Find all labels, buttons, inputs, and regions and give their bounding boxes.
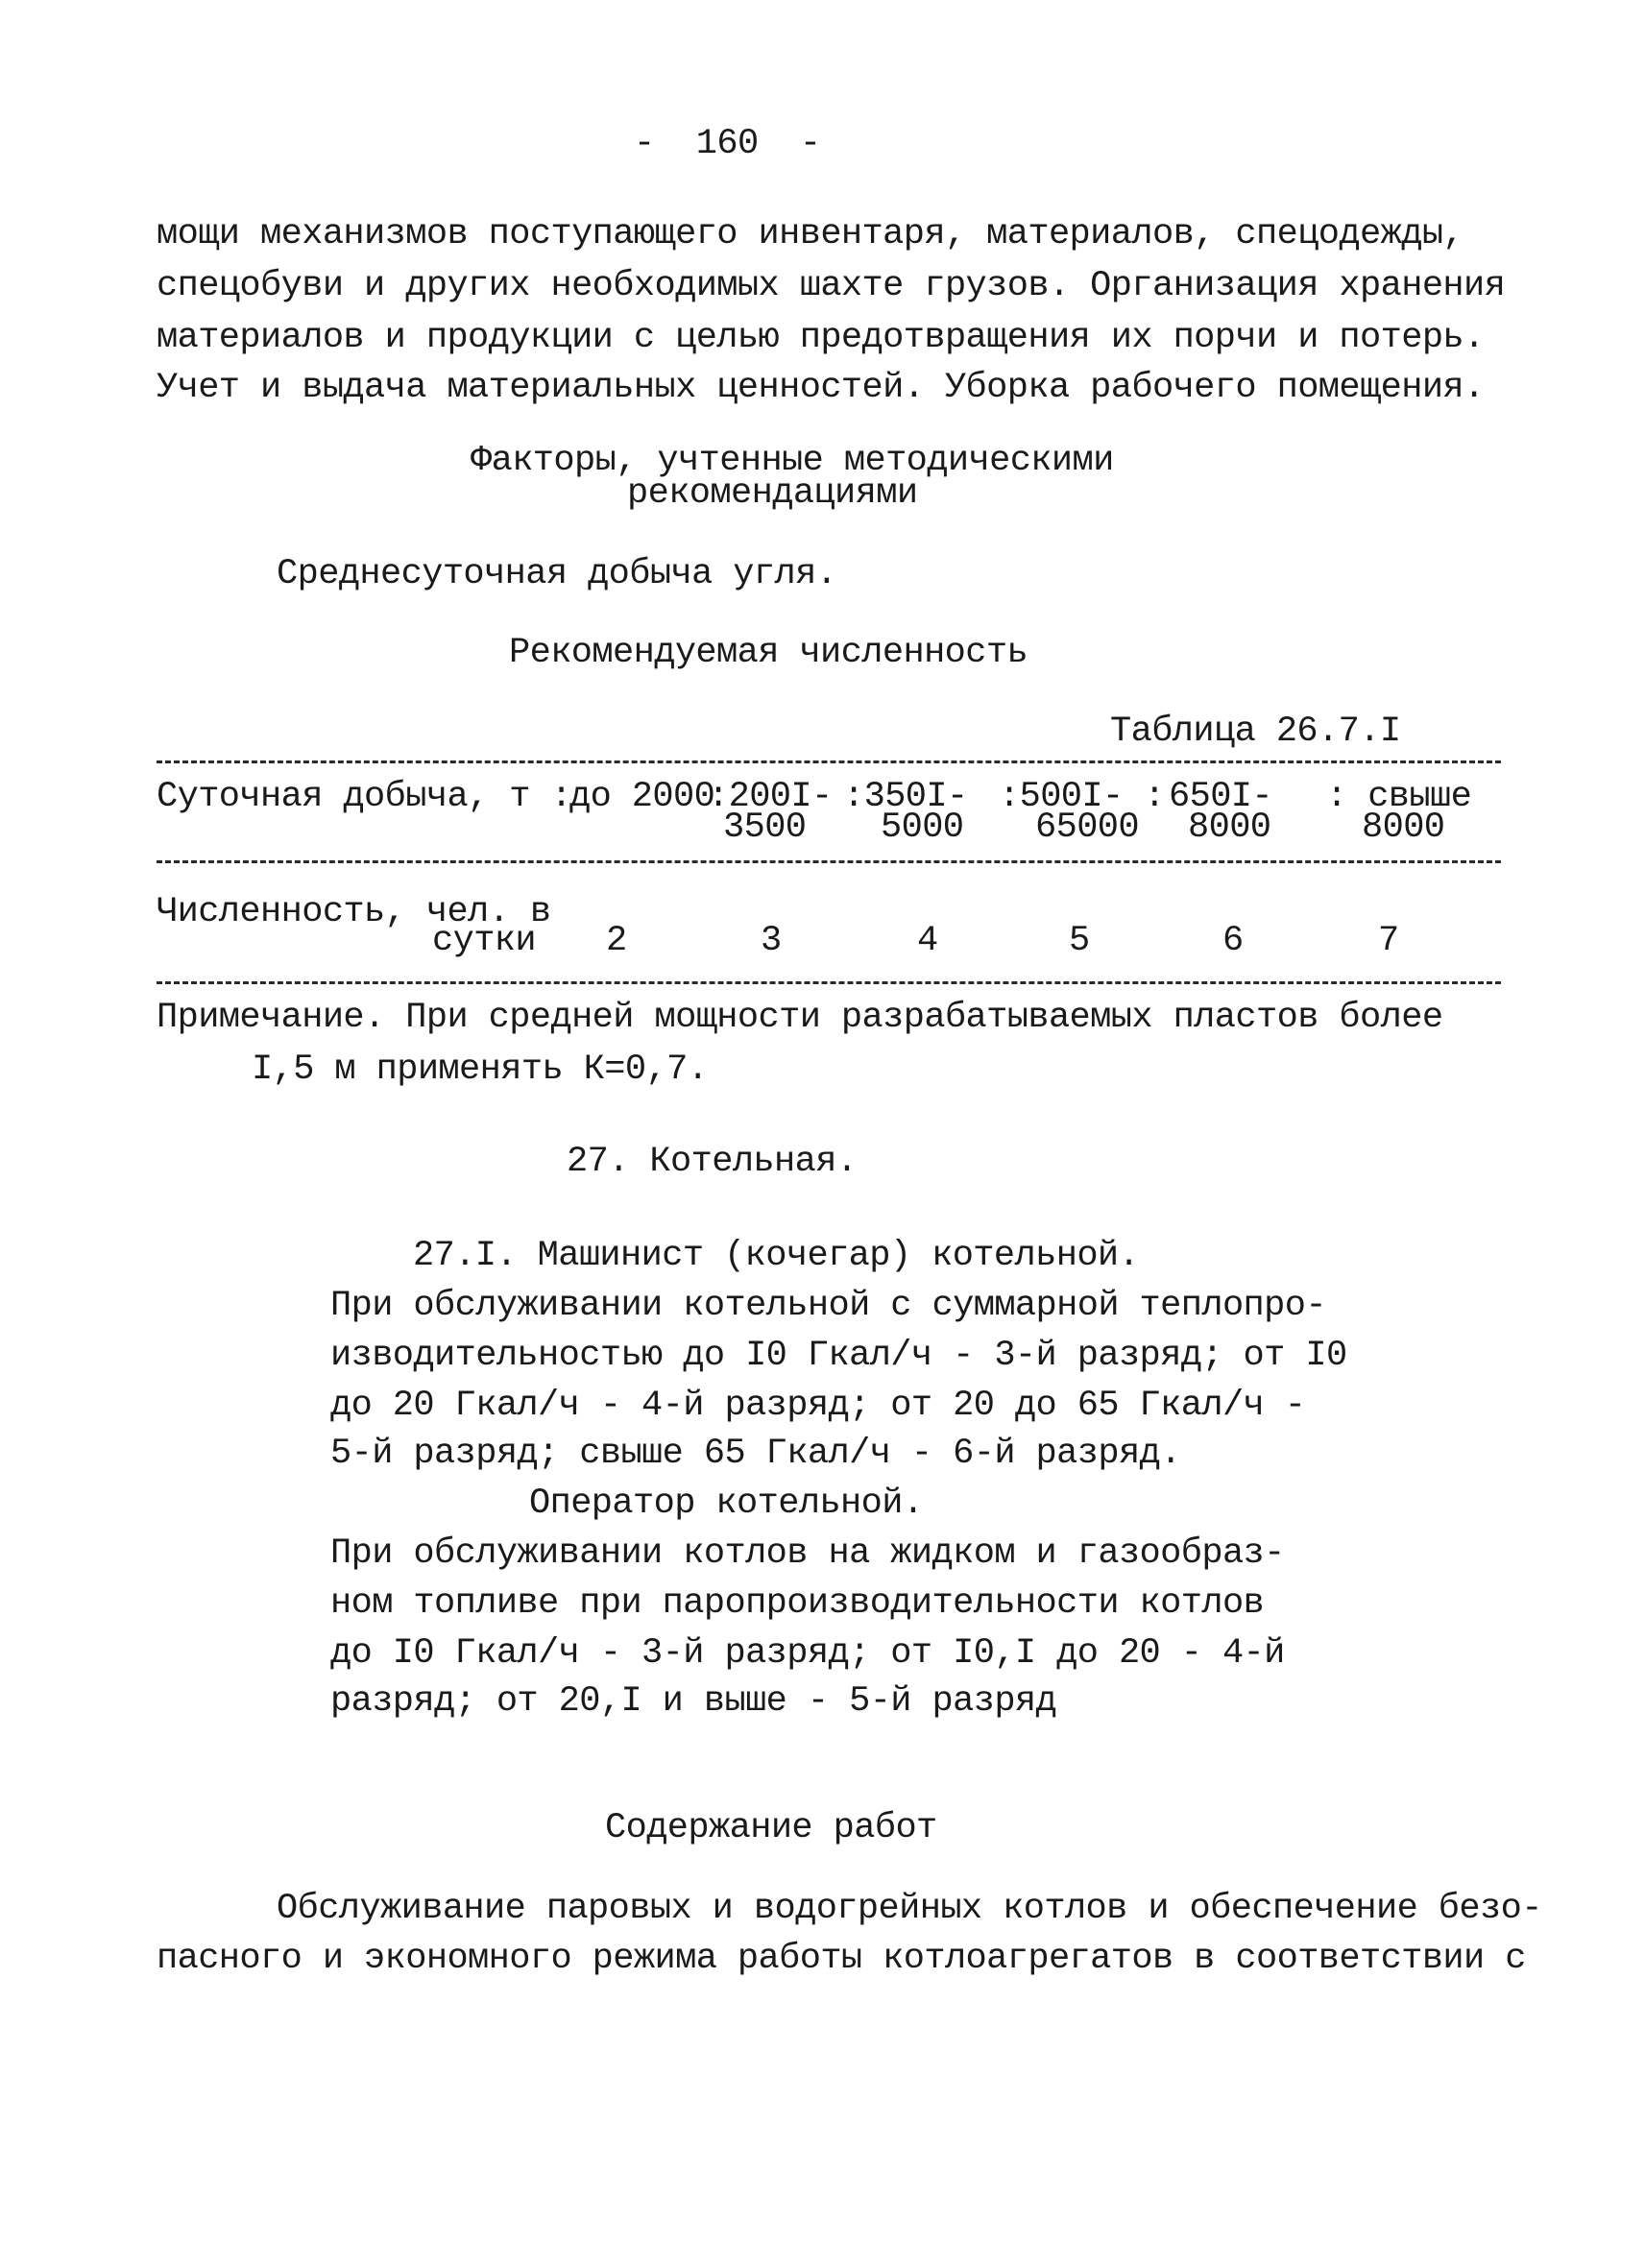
factor-text: Среднесуточная добыча угля. xyxy=(277,554,837,594)
table-col-bottom: 65000 xyxy=(1035,808,1140,848)
subsection-line: ном топливе при паропроизводительности котлов xyxy=(330,1583,1265,1624)
intro-line: спецобуви и других необходимых шахте грузов. Организация хранения xyxy=(157,266,1506,306)
subsection-line: разряд; от 20,I и выше - 5-й разряд xyxy=(330,1681,1057,1722)
table-value: 6 xyxy=(1222,921,1244,961)
table-col-bottom: 8000 xyxy=(1188,808,1271,848)
recommended-heading: Рекомендуемая численность xyxy=(509,633,1028,673)
table-col-top: 650I- xyxy=(1169,777,1273,817)
table-header-label: Суточная добыча, т : xyxy=(157,777,572,817)
table-rule-bottom xyxy=(157,981,1501,984)
table-col-bottom: 5000 xyxy=(881,808,964,848)
table-value: 7 xyxy=(1378,921,1399,961)
table-row-label-cont: сутки xyxy=(432,921,537,961)
factors-heading-cont: рекомендациями xyxy=(627,473,918,514)
table-value: 5 xyxy=(1069,921,1090,961)
table-col-top: до 2000 xyxy=(569,777,715,817)
table-label: Таблица 26.7.I xyxy=(1110,712,1401,752)
table-note-cont: I,5 м применять К=0,7. xyxy=(252,1050,709,1090)
subsection-title: Оператор котельной. xyxy=(529,1484,924,1524)
intro-line: Учет и выдача материальных ценностей. Уборка рабочего помещения. xyxy=(157,368,1485,408)
subsection-line: При обслуживании котельной с суммарной теплопро- xyxy=(330,1286,1326,1326)
work-content-heading: Содержание работ xyxy=(605,1808,937,1848)
section-title: 27. Котельная. xyxy=(567,1142,858,1182)
table-col-bottom: 8000 xyxy=(1362,808,1445,848)
table-note: Примечание. При средней мощности разрабатываемых пластов более xyxy=(157,998,1443,1038)
intro-line: мощи механизмов поступающего инвентаря, материалов, спецодежды, xyxy=(157,214,1464,254)
table-col-top: :200I- xyxy=(708,777,833,817)
table-rule-mid xyxy=(157,860,1501,863)
table-row-label: Численность, чел. в xyxy=(157,892,551,932)
table-value: 3 xyxy=(761,921,782,961)
intro-line: материалов и продукции с целью предотвращения их порчи и потерь. xyxy=(157,318,1485,358)
subsection-title: 27.I. Машинист (кочегар) котельной. xyxy=(413,1236,1140,1276)
table-value: 4 xyxy=(917,921,938,961)
table-col-top: :350I- xyxy=(843,777,968,817)
work-content-line: Обслуживание паровых и водогрейных котлов и обеспечение безо- xyxy=(277,1889,1542,1929)
table-rule-top xyxy=(157,760,1501,763)
table-col-bottom: 3500 xyxy=(723,808,807,848)
subsection-line: изводительностью до I0 Гкал/ч - 3-й разряд; от I0 xyxy=(330,1336,1347,1376)
table-value: 2 xyxy=(606,921,627,961)
table-col-top: :500I- : xyxy=(999,777,1165,817)
table-col-top: : свыше xyxy=(1326,777,1472,817)
subsection-line: 5-й разряд; свыше 65 Гкал/ч - 6-й разряд. xyxy=(330,1434,1181,1474)
subsection-line: до I0 Гкал/ч - 3-й разряд; от I0,I до 20 - 4-й xyxy=(330,1633,1285,1674)
subsection-line: При обслуживании котлов на жидком и газообраз- xyxy=(330,1533,1285,1574)
page-number: - 160 - xyxy=(634,124,821,164)
subsection-line: до 20 Гкал/ч - 4-й разряд; от 20 до 65 Гкал/ч - xyxy=(330,1386,1306,1426)
factors-heading: Факторы, учтенные методическими xyxy=(471,441,1114,481)
work-content-line: пасного и экономного режима работы котлоагрегатов в соответствии с xyxy=(157,1939,1526,1979)
